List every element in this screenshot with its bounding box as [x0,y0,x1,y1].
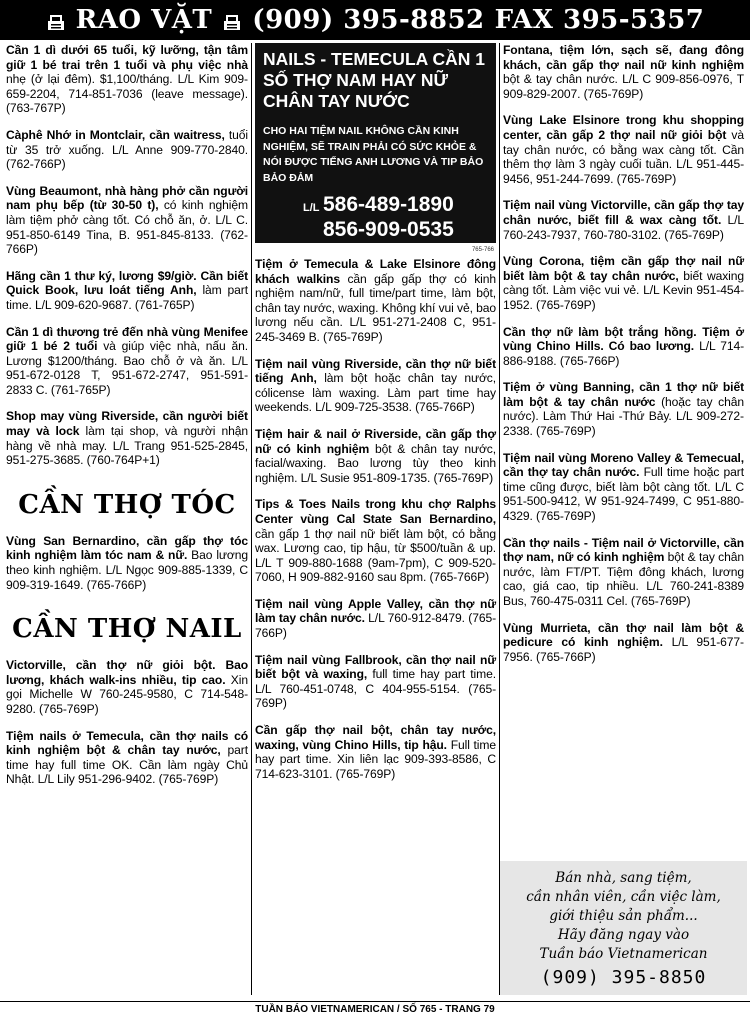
header-phone: (909) 395-8852 [252,5,485,35]
ad-lead: Càphê Nhớ in Montclair, cần waitress, [6,127,225,142]
ads-list [6,534,248,592]
ad-body: full time hay part time. L/L 760-451-0748, C 404-955-5154. (765-769P) [255,667,496,711]
classified-ad [503,621,744,665]
ad-body: và tay chân nước, có bằng wax càng tốt. Cần thêm thợ làm 3 ngày cuối tuần. L/L 951-445-9456, 951-244-7699. (765-769P) [503,127,744,186]
classified-ad [255,723,496,781]
ad-lead: Cần thợ nails - Tiệm nail ở Victorville, cần thợ nam, nữ có kinh nghiệm [503,535,744,565]
featured-code: 765-766 [471,247,494,253]
ad-body: làm part time. L/L 909-620-9687. (761-765P) [6,283,248,312]
ad-lead: Tiệm hair & nail ở Riverside, cần gấp thợ nữ có kinh nghiệm [255,426,496,456]
classified-ad [6,184,248,257]
ad-lead: Vùng Murrieta, cần thợ nail làm bột & pedicure có kinh nghiệm. [503,620,744,650]
promo-phone: (909) 395-8850 [540,967,707,988]
ad-lead: Tiệm nail vùng Moreno Valley & Temecual, cần thợ tay chân nước. [503,450,744,480]
ad-lead: Vùng Beaumont, nhà hàng phở cần người nam phụ bếp (từ 30-50 t), [6,183,248,213]
classified-ad [503,198,744,242]
ad-lead: Victorville, cần thợ nữ giỏi bột. Bao lương, khách walk-ins nhiều, tip cao. [6,658,248,687]
classified-ad [6,269,248,313]
classified-ad [255,257,496,345]
ad-body: nhẹ (ở lại đêm). $1,100/tháng. L/L Kim 909-659-2204, 714-851-7036 (leave message). (763-767P) [6,72,248,116]
classified-ad [503,43,744,101]
ads-list [6,658,248,787]
ad-lead: Tiệm ở Temecula & Lake Elsinore đông khách walkins [255,257,496,286]
ad-lead: Tips & Toes Nails trong khu chợ Ralphs Center vùng Cal State San Bernardino, [255,497,496,526]
ad-body: Full time hay part time. Xin liên lạc 909-393-8586, C 714-623-3101. (765-769P) [255,737,496,781]
ad-lead: Fontana, tiệm lớn, sạch sẽ, đang đông khách, cần gấp thợ nail nữ kinh nghiệm [503,43,744,72]
classified-ad [6,43,248,116]
classified-ad [6,409,248,467]
ad-body: làm bột hoặc chân tay nước, cólicense làm waxing. Làm part time hay weekends. L/L 909-725-3538. (765-766P) [255,371,497,415]
classified-ad [6,729,248,787]
featured-ll-label: L/L [303,202,320,214]
promo-line: Hãy đăng ngay vào [557,927,690,943]
ad-body: làm tại shop, và người nhận hàng về nhà may. L/L Trang 951-525-2845, 951-275-3685. (760-764P+1) [6,424,248,468]
classified-ad [503,254,744,312]
ad-lead: Vùng Corona, tiệm cần gấp thợ nail nữ biết làm bột & tay chân nước, [503,254,744,283]
classified-ad [6,534,248,592]
classified-ad [6,658,248,716]
ad-lead: Hãng cần 1 thư ký, lương $9/giờ. Cần biết Quick Book, lưu loát tiếng Anh, [6,268,248,298]
ad-lead: Cần thợ nữ làm bột trắng hồng. Tiệm ở vùng Chino Hills. Có bao lương. [503,324,744,354]
classified-ad [255,427,496,485]
promo-line: Bán nhà, sang tiệm, [555,870,692,886]
ad-lead: Tiệm nail vùng Fallbrook, cần thợ nail nữ biết bột và waxing, [255,652,496,682]
ad-body: part time hay full time OK. Cần làm ngày Chủ Nhật. L/L Lily 951-296-9402. (765-769P) [6,743,248,787]
ad-lead: Cần 1 dì thương trẻ đến nhà vùng Menifee giữ 1 bé 2 tuổi [6,324,248,354]
featured-title: NAILS - TEMECULA CẦN 1 SỐ THỢ NAM HAY NỮ CHÂN TAY NƯỚC [263,49,485,111]
ad-body: Xin gọi Michelle W 760-245-9580, C 714-548-9280. (765-769P) [6,672,248,716]
ad-body: bột & tay chân nước, làm FT/PT. Tiệm đông khách, lương cao, giá cao, tip nhiều. L/L 760-241-8389 Bus, 760-475-0311 Cel. (765-769P) [503,550,744,608]
featured-phone-2: 856-909-0535 [323,218,454,241]
featured-ad [255,43,496,243]
promo-line: giới thiệu sản phẩm... [549,908,698,924]
classified-ad [503,325,744,369]
ad-lead: Vùng Lake Elsinore trong khu shopping center, cần gấp 2 thợ nail nữ giỏi bột [503,113,744,142]
header-title: RAO VẶT [75,5,213,35]
classified-ad [6,128,248,172]
classified-ad [503,536,744,609]
classified-ad [255,357,496,415]
ad-body: L/L 951-677-7956. (765-766P) [503,635,744,664]
ad-body: bột & chân tay nước, facial/waxing. Bao lương tùy theo kinh nghiệm. L/L Susie 951-809-1735. (765-769P) [255,441,496,485]
classified-ad [255,653,496,711]
ads-list [6,43,248,468]
classified-ad [503,380,744,438]
ad-lead: Tiệm nail vùng Apple Valley, cần thợ nữ làm tay chân nước. [255,596,496,626]
promo-box [500,861,747,995]
ad-lead: Tiệm nail vùng Riverside, cần thợ nữ biết tiếng Anh, [255,356,496,386]
ad-body: L/L 760-912-8479. (765-766P) [255,611,497,641]
classified-ad [255,497,496,585]
ad-body: bột & tay chân nước. L/L C 909-856-0976, T 909-829-2007. (765-769P) [503,72,744,101]
column-2 [251,43,500,995]
featured-subtitle: CHO HAI TIỆM NAIL KHÔNG CẦN KINH NGHIỆM, SẼ TRAIN PHẢI CÓ SỨC KHỎE & NÓI ĐƯỢC TIẾNG ANH LƯƠNG VÀ TIP BẢO BẢO ĐẢM [263,125,484,184]
ad-body: cần gấp 1 thợ nail nữ biết làm bột, có bằng wax. Lương cao, tip hậu, từ $500/tuần & up. L/L T 909-880-1688 (9am-7pm), C 909-520-7060, H 909-882-9160 sau 8pm. (765-766P) [255,526,496,585]
ad-lead: Tiệm ở vùng Banning, cần 1 thợ nữ biết làm bột & tay chân nước [503,380,744,409]
classified-ad [255,597,496,641]
ad-lead: Cần 1 dì dưới 65 tuổi, kỹ lưỡng, tận tâm giữ 1 bé trai trên 1 tuổi và phụ việc nhà [6,43,248,72]
ad-lead: Tiệm nails ở Temecula, cần thợ nails có kinh nghiệm bột & chân tay nước, [6,728,248,758]
ad-body: cần gấp gấp thợ có kinh nghiệm nam/nữ, full time/part time, làm bột, chân tay nước, waxing. Không khí vui vẻ, bao lương nếu cần. L/L 951-271-2408 C, 951-245-3469 B. (765-769P) [255,271,496,344]
page-footer: TUẦN BÁO VIETNAMERICAN / SỐ 765 - TRANG 79 [0,1001,750,1018]
ad-body: có kinh nghiệm làm tiệm phở càng tốt. Có chỗ ăn, ở. L/L C. 951-850-6149 Tina, B. 951-845-8133. (762-766P) [6,198,248,257]
ad-lead: Tiệm nail vùng Victorville, cần gấp thợ tay chân nước, biết fill & wax càng tốt. [503,198,744,227]
classified-ad [503,451,744,524]
classified-ad [6,325,248,398]
classified-ad [503,113,744,186]
promo-line: Tuần báo Vietnamerican [539,946,708,962]
section-heading-nail: CẦN THỢ NAIL [12,614,242,645]
ad-body: Bao lương theo kinh nghiệm. L/L Ngọc 909-885-1339, C 909-319-1649. (765-766P) [6,548,248,592]
ad-body: Full time hoặc part time cũng được, biết làm bột càng tốt. L/L C 951-500-9412, W 951-924-7499, C 951-880-4329. (765-769P) [503,465,744,524]
ad-body: (hoặc tay chân nước). Làm Thứ Hai -Thứ Bảy. L/L 909-272-2338. (765-769P) [503,394,744,439]
fax-machine-icon [222,10,242,30]
promo-line: cần nhân viên, cần việc làm, [526,889,721,905]
header-fax: FAX 395-5357 [494,5,705,35]
column-1 [3,43,251,995]
ad-lead: Shop may vùng Riverside, cần người biết may và lock [6,409,248,439]
columns [3,43,747,995]
ads-list [503,43,744,664]
ad-body: L/L 760-243-7937, 760-780-3102. (765-769P) [503,212,744,242]
ad-lead: Cần gấp thợ nail bột, chân tay nước, waxing, vùng Chino Hills, tip hậu. [255,723,496,752]
ad-body: tuổi từ 35 trở xuống. L/L Anne 909-770-2840. (762-766P) [6,127,248,172]
page-header [0,0,750,40]
ad-lead: Vùng San Bernardino, cần gấp thợ tóc kinh nghiệm làm tóc nam & nữ. [6,533,248,563]
ad-body: L/L 714-886-9188. (765-766P) [503,339,745,368]
ad-body: biết waxing càng tốt. Làm việc vui vẻ. L/L Kevin 951-454-1952. (765-769P) [503,268,745,312]
ad-body: và giúp việc nhà, nấu ăn. Lương $1200/tháng. Bao chỗ ở và ăn. L/L 951-672-0128 T, 951-672-2747, 951-591-2833 C. (761-765P) [6,339,248,397]
section-heading-hair: CẦN THỢ TÓC [18,489,236,520]
ads-list [255,257,496,781]
featured-phone-1: 586-489-1890 [323,193,454,216]
column-3 [500,43,747,995]
fax-machine-icon [46,10,66,30]
featured-contact [263,192,488,242]
